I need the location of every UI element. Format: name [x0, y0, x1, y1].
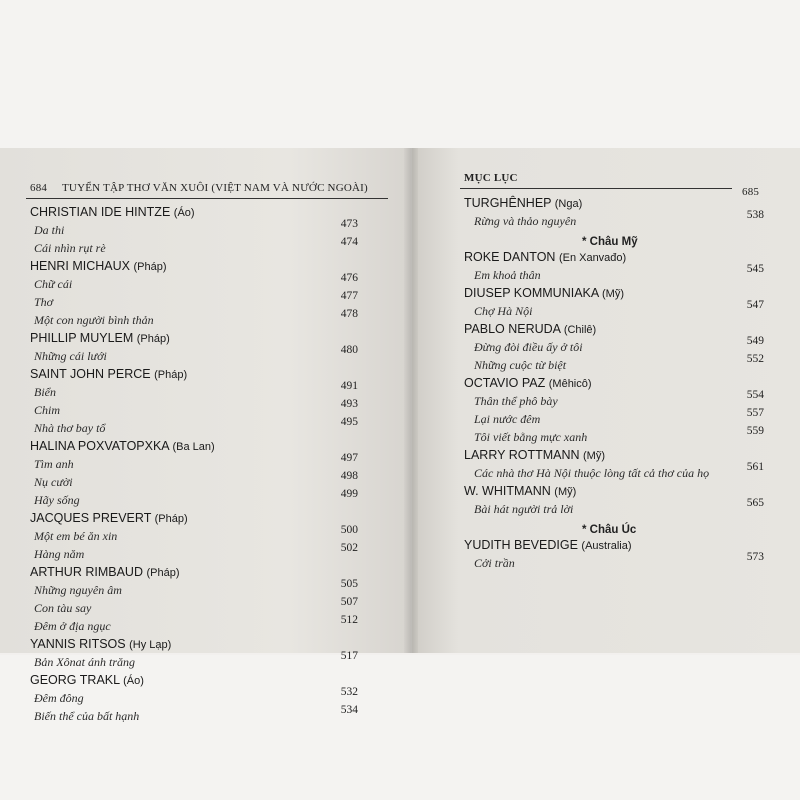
poem-title: Biến thể của bất hạnh: [34, 709, 140, 723]
page-number: 561: [746, 461, 764, 473]
author-country: (Ba Lan): [172, 441, 215, 453]
poem-title: Những cái lưới: [34, 349, 107, 363]
author-name: YUDITH BEVEDIGE: [464, 538, 578, 552]
page-number: 499: [340, 488, 358, 500]
author-country: (Chilê): [563, 324, 597, 336]
page-number: 534: [340, 704, 358, 716]
page-number: 549: [746, 335, 764, 347]
author-name: DIUSEP KOMMUNIAKA: [464, 286, 599, 300]
author-name: PABLO NERUDA: [464, 322, 561, 336]
right-running-head: MỤC LỤC: [464, 172, 518, 184]
author-country: (En Xanvađo): [558, 252, 627, 264]
page-number: 512: [340, 614, 358, 626]
author-name: TURGHÊNHEP: [464, 196, 552, 210]
page-number: 538: [746, 209, 764, 221]
author-name: OCTAVIO PAZ: [464, 376, 546, 390]
poem-title: Bài hát người trả lời: [474, 502, 574, 516]
page-number: 554: [746, 389, 764, 401]
page-number: 498: [340, 470, 358, 482]
page-number: 532: [340, 686, 358, 698]
poem-title: Tìm anh: [34, 457, 74, 471]
author-name: GEORG TRAKL: [30, 673, 120, 687]
page-number: 547: [746, 299, 764, 311]
author-name: W. WHITMANN: [464, 484, 551, 498]
author-name: LARRY ROTTMANN: [464, 448, 580, 462]
poem-title: Những nguyên âm: [34, 583, 122, 597]
poem-title: Cái nhìn rụt rè: [34, 241, 106, 255]
page-number: 557: [746, 407, 764, 419]
poem-title: Chợ Hà Nội: [474, 304, 533, 318]
section-heading: * Châu Úc: [582, 524, 637, 536]
poem-title: Tôi viết bằng mực xanh: [474, 430, 588, 444]
page-number: 495: [340, 416, 358, 428]
poem-title: Những cuộc từ biệt: [474, 358, 567, 372]
poem-title: Nhà thơ bay tổ: [34, 421, 106, 435]
page-number: 473: [340, 218, 358, 230]
author-name: HALINA POXVATOPXKA: [30, 439, 169, 453]
page-number: 480: [340, 344, 358, 356]
background-top: [0, 0, 800, 148]
poem-title: Chim: [34, 403, 61, 417]
author-line: [30, 367, 187, 381]
author-country: (Pháp): [133, 261, 167, 273]
poem-title: Con tàu say: [34, 601, 92, 615]
poem-title: Các nhà thơ Hà Nội thuộc lòng tất cả thơ của họ: [474, 466, 710, 480]
author-name: HENRI MICHAUX: [30, 259, 131, 273]
poem-title: Rừng và thảo nguyên: [474, 214, 577, 228]
right-page: [412, 148, 800, 653]
author-line: [464, 448, 605, 462]
author-line: [464, 250, 626, 264]
author-line: [30, 259, 167, 273]
author-line: [30, 637, 171, 651]
poem-title: Đêm đông: [34, 691, 84, 705]
poem-title: Thân thể phô bày: [474, 394, 558, 408]
author-line: [30, 673, 144, 687]
left-running-head: TUYỂN TẬP THƠ VĂN XUÔI (VIỆT NAM VÀ NƯỚC NGOÀI): [62, 182, 368, 194]
poem-title: Biển: [34, 385, 56, 399]
author-line: [464, 322, 596, 336]
author-country: (Pháp): [136, 333, 170, 345]
poem-title: Một con người bình thản: [34, 313, 154, 327]
author-line: [30, 331, 170, 345]
author-line: [464, 196, 582, 210]
page-number: 478: [340, 308, 358, 320]
poem-title: Em khoả thân: [474, 268, 541, 282]
right-header-rule: [460, 188, 732, 189]
page-number: 476: [340, 272, 358, 284]
author-country: (Mỹ): [554, 486, 577, 498]
author-country: (Australia): [581, 540, 632, 552]
page-number: 507: [340, 596, 358, 608]
page-number: 573: [746, 551, 764, 563]
page-number: 565: [746, 497, 764, 509]
author-name: YANNIS RITSOS: [30, 637, 126, 651]
author-country: (Pháp): [154, 513, 188, 525]
poem-title: Thơ: [34, 295, 54, 309]
poem-title: Da thi: [34, 223, 65, 237]
author-name: JACQUES PREVERT: [30, 511, 152, 525]
poem-title: Bản Xônat ánh trăng: [34, 655, 135, 669]
poem-title: Nụ cười: [34, 475, 73, 489]
author-country: (Pháp): [146, 567, 180, 579]
page-number: 559: [746, 425, 764, 437]
author-country: (Mêhicô): [548, 378, 592, 390]
page-number: 477: [340, 290, 358, 302]
page-number: 552: [746, 353, 764, 365]
author-line: [464, 376, 592, 390]
author-name: CHRISTIAN IDE HINTZE: [30, 205, 171, 219]
page-number: 491: [340, 380, 358, 392]
left-page-number: 684: [30, 182, 48, 194]
author-line: [30, 205, 195, 219]
author-country: (Pháp): [154, 369, 188, 381]
author-line: [30, 511, 188, 525]
page-number: 502: [340, 542, 358, 554]
poem-title: Đêm ở địa ngục: [34, 619, 111, 633]
author-line: [464, 286, 624, 300]
author-country: (Nga): [554, 198, 583, 210]
right-page-number: 685: [742, 186, 760, 198]
page-number: 517: [340, 650, 358, 662]
left-header-rule: [26, 198, 388, 199]
author-country: (Áo): [173, 207, 195, 219]
poem-title: Cởi trần: [474, 556, 515, 570]
poem-title: Chữ cái: [34, 277, 73, 291]
page-number: 505: [340, 578, 358, 590]
author-name: ROKE DANTON: [464, 250, 556, 264]
page-number: 545: [746, 263, 764, 275]
poem-title: Hãy sống: [34, 493, 80, 507]
author-name: SAINT JOHN PERCE: [30, 367, 151, 381]
poem-title: Một em bé ăn xin: [34, 529, 118, 543]
author-country: (Mỹ): [602, 288, 625, 300]
page-number: 493: [340, 398, 358, 410]
author-country: (Hy Lạp): [129, 639, 172, 651]
page-number: 500: [340, 524, 358, 536]
poem-title: Hàng năm: [34, 547, 85, 561]
author-line: [30, 565, 180, 579]
page-number: 497: [340, 452, 358, 464]
book-gutter: [404, 148, 418, 653]
author-line: [464, 538, 632, 552]
poem-title: Đừng đòi điều ấy ở tôi: [474, 340, 583, 354]
author-country: (Mỹ): [583, 450, 606, 462]
section-heading: * Châu Mỹ: [582, 236, 638, 248]
author-line: [464, 484, 576, 498]
page-number: 474: [340, 236, 358, 248]
author-line: [30, 439, 215, 453]
left-page: [0, 148, 412, 723]
poem-title: Lại nước đêm: [474, 412, 541, 426]
author-name: PHILLIP MUYLEM: [30, 331, 134, 345]
author-country: (Áo): [123, 675, 144, 687]
author-name: ARTHUR RIMBAUD: [30, 565, 143, 579]
